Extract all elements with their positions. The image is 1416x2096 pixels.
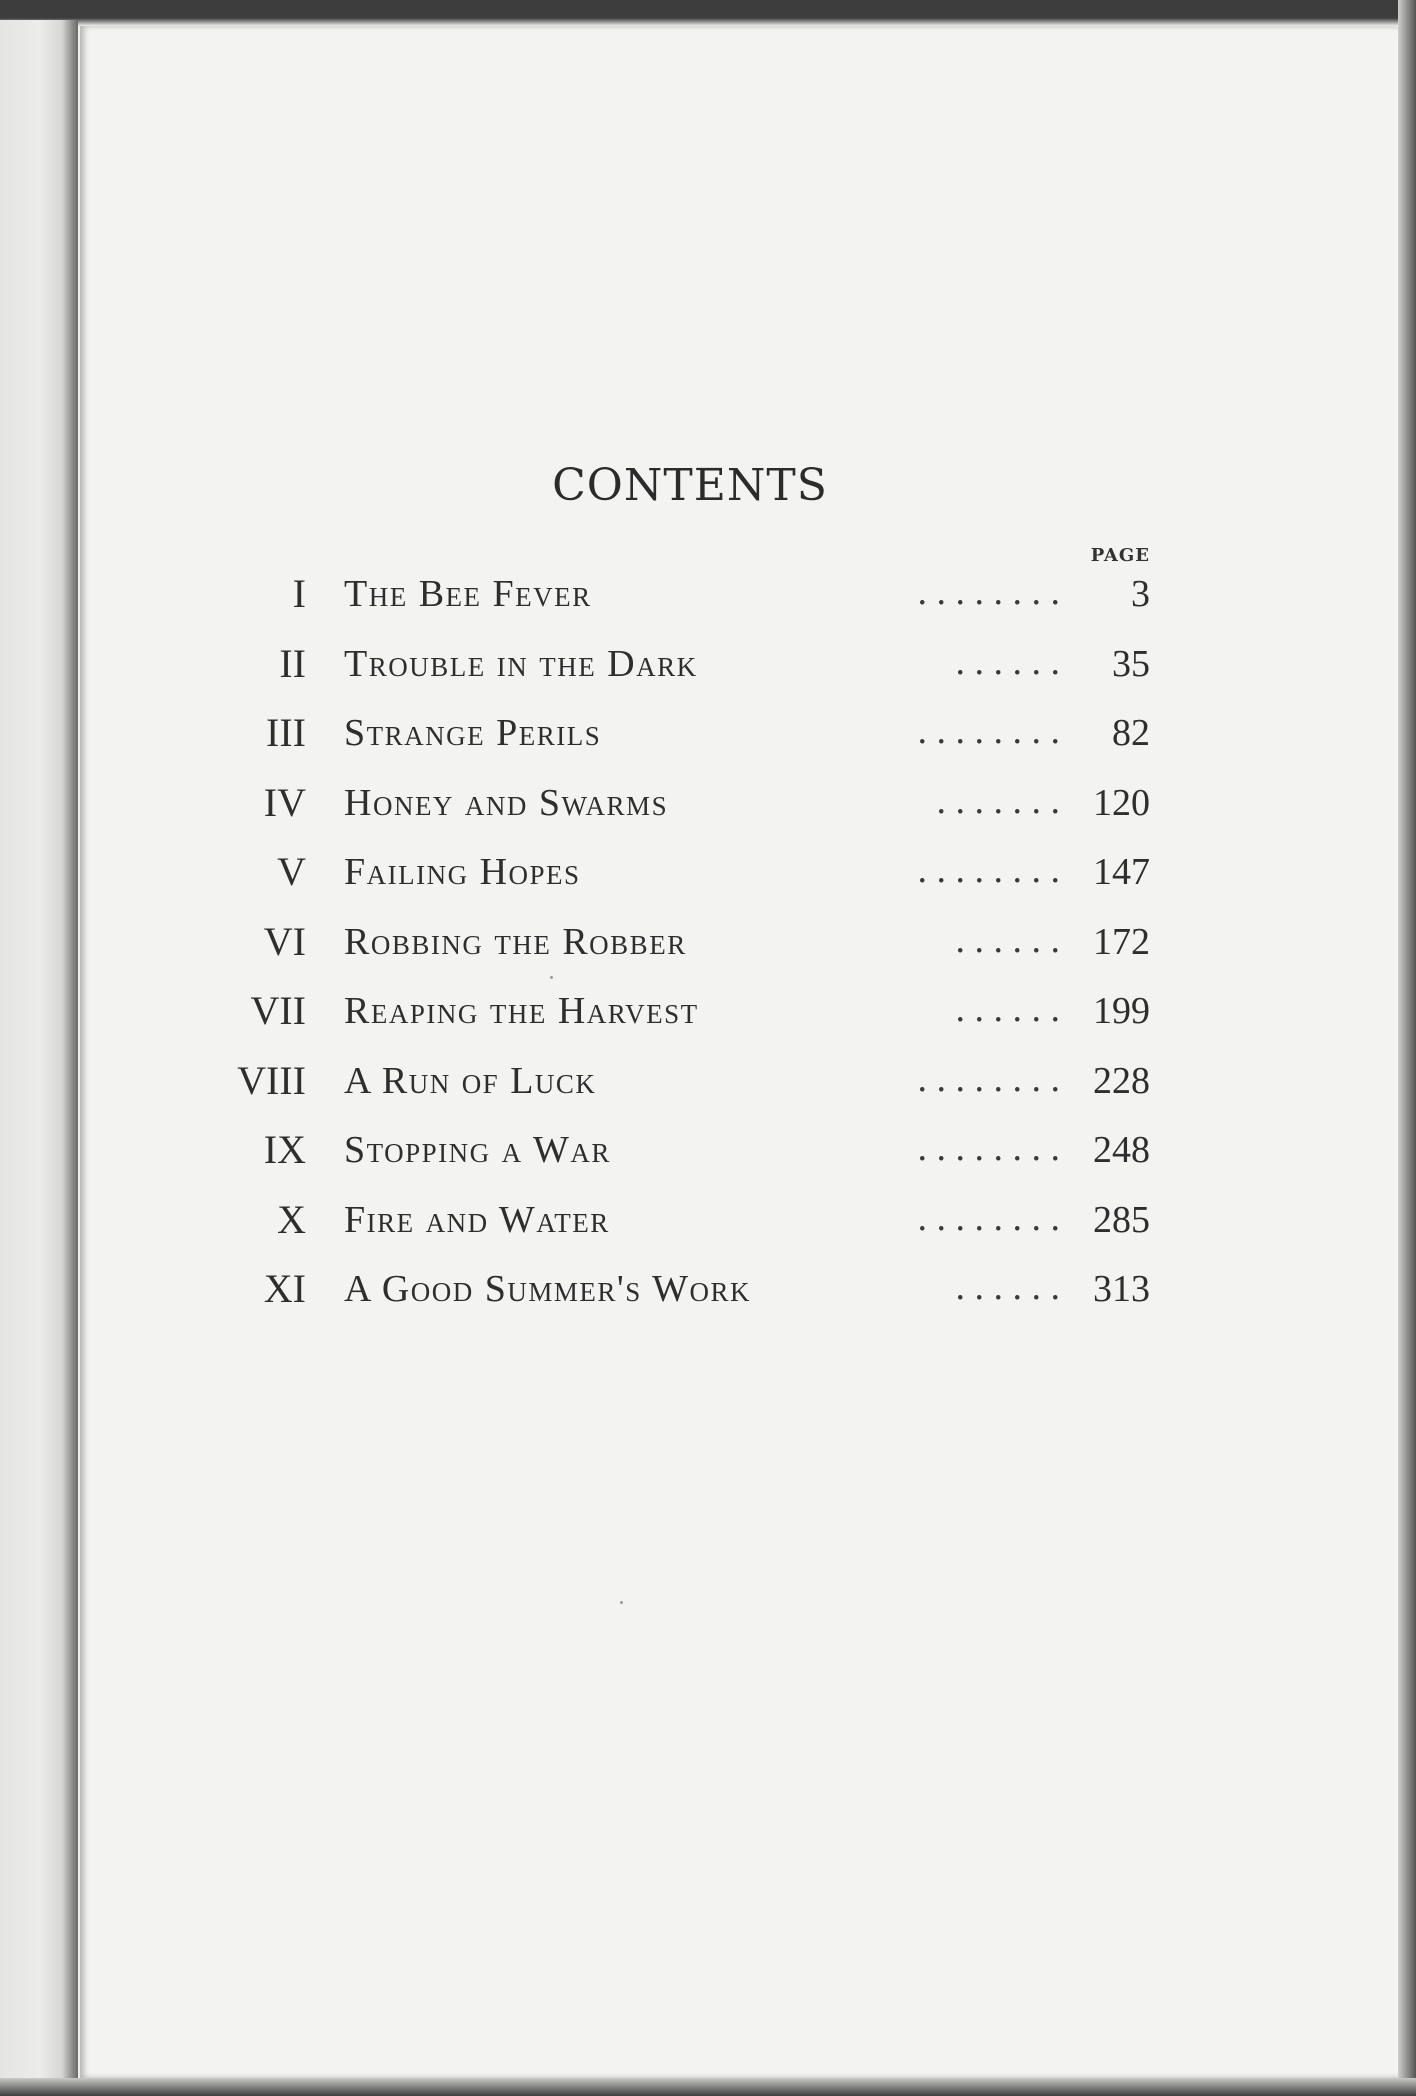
- page-number: 248: [1093, 1129, 1150, 1171]
- chapter-title: Stopping a War: [344, 1129, 611, 1171]
- chapter-number: IX: [263, 1127, 306, 1172]
- toc-entry[interactable]: [200, 908, 1160, 978]
- dot-leader: . . . . . .: [955, 988, 1060, 1030]
- right-page-edge: [1398, 0, 1416, 2096]
- dot-leader: . . . . . . . .: [917, 710, 1060, 752]
- chapter-title: Fire and Water: [344, 1198, 610, 1241]
- toc-entry[interactable]: [200, 1186, 1160, 1256]
- toc-entry[interactable]: [200, 1255, 1160, 1325]
- chapter-title: Strange Perils: [344, 712, 602, 754]
- chapter-number: X: [277, 1196, 306, 1242]
- chapter-number: III: [266, 710, 306, 755]
- toc-entry[interactable]: [200, 1116, 1160, 1186]
- dot-leader: . . . . . .: [955, 918, 1060, 961]
- chapter-title: Robbing the Robber: [344, 920, 687, 963]
- dot-leader: . . . . . . . .: [917, 849, 1060, 891]
- page-number: 313: [1093, 1268, 1150, 1310]
- bottom-page-edge: [0, 2078, 1416, 2096]
- page-number: 35: [1112, 642, 1150, 685]
- chapter-number: VI: [263, 918, 306, 964]
- contents-heading: CONTENTS: [552, 460, 828, 511]
- page-number: 199: [1093, 990, 1150, 1032]
- chapter-title: Failing Hopes: [344, 851, 581, 893]
- toc-entry[interactable]: [200, 699, 1160, 769]
- dot-leader: . . . . . . . .: [917, 1196, 1060, 1239]
- paper-speck: [620, 1601, 623, 1604]
- page-number: 120: [1093, 781, 1150, 824]
- table-of-contents: [200, 560, 1160, 1325]
- page-column-label: PAGE: [1090, 545, 1150, 566]
- toc-entry[interactable]: [200, 838, 1160, 908]
- chapter-title: Trouble in the Dark: [344, 642, 698, 685]
- chapter-number: II: [279, 640, 306, 686]
- dot-leader: . . . . . . . .: [917, 1057, 1060, 1100]
- page-number: 172: [1093, 920, 1150, 963]
- dot-leader: . . . . . . .: [936, 779, 1060, 822]
- chapter-number: IV: [263, 779, 306, 825]
- chapter-number: VIII: [237, 1057, 306, 1103]
- chapter-title: A Good Summer's Work: [344, 1268, 751, 1310]
- chapter-title: Reaping the Harvest: [344, 990, 699, 1032]
- chapter-title: A Run of Luck: [344, 1059, 597, 1102]
- dot-leader: . . . . . .: [955, 1266, 1060, 1308]
- chapter-title: Honey and Swarms: [344, 781, 669, 824]
- left-page-edge: [0, 20, 78, 2080]
- dot-leader: . . . . . .: [955, 640, 1060, 683]
- page-number: 285: [1093, 1198, 1150, 1241]
- toc-entry[interactable]: [200, 630, 1160, 700]
- page-number: 147: [1093, 851, 1150, 893]
- chapter-number: V: [277, 849, 306, 894]
- dot-leader: . . . . . . . .: [917, 571, 1060, 613]
- toc-entry[interactable]: [200, 1047, 1160, 1117]
- page-number: 82: [1112, 712, 1150, 754]
- chapter-title: The Bee Fever: [344, 573, 592, 615]
- toc-entry[interactable]: [200, 977, 1160, 1047]
- toc-entry[interactable]: [200, 560, 1160, 630]
- toc-entry[interactable]: [200, 769, 1160, 839]
- chapter-number: I: [292, 571, 306, 616]
- page-number: 3: [1131, 573, 1150, 615]
- chapter-number: VII: [250, 988, 306, 1033]
- page-number: 228: [1093, 1059, 1150, 1102]
- chapter-number: XI: [263, 1266, 306, 1311]
- dot-leader: . . . . . . . .: [917, 1127, 1060, 1169]
